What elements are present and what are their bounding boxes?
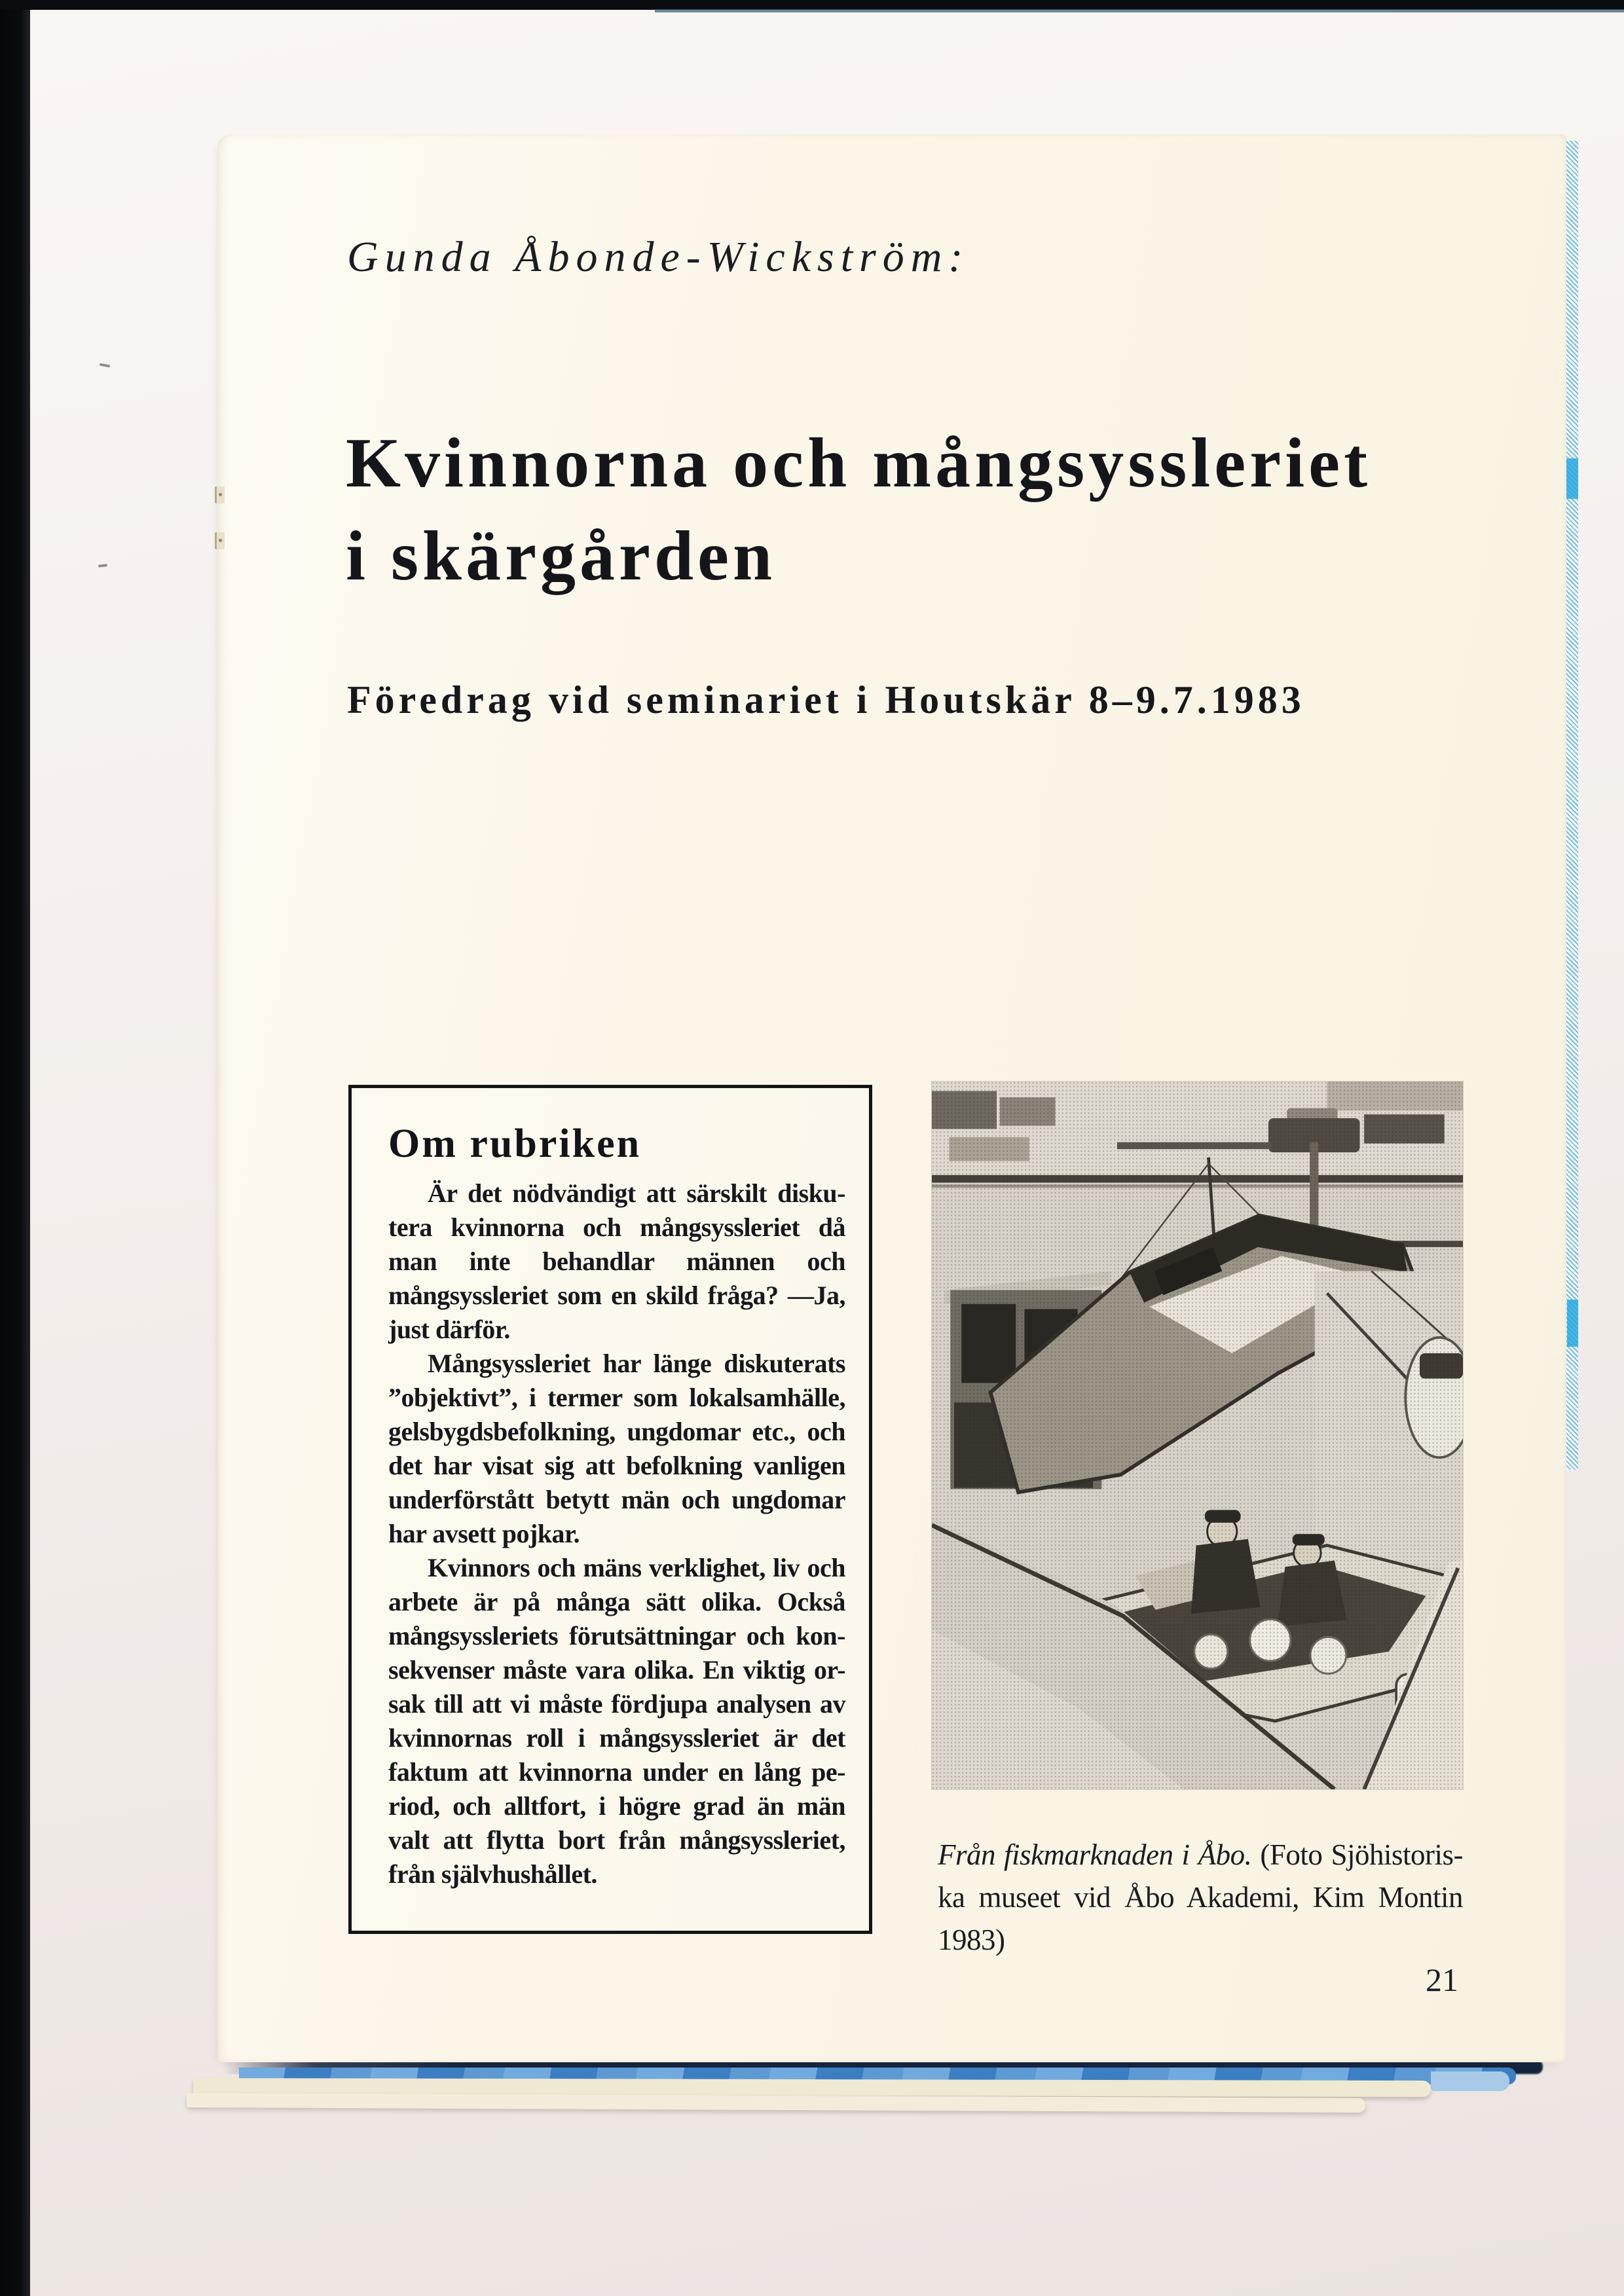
info-box-body	[388, 1176, 845, 1891]
box-text-line: arbete är på många sätt olika. Också	[388, 1587, 845, 1616]
box-text-line: man inte behandlar männen och	[388, 1247, 845, 1276]
box-text-line: mångsyssleriets förutsättningar och kon-	[388, 1621, 845, 1650]
dust-speck	[98, 564, 107, 568]
staple-mark	[215, 486, 225, 503]
box-text-line: underförstått betytt män och ungdomar	[388, 1485, 845, 1514]
box-text-line: riod, och alltfort, i högre grad än män	[388, 1791, 845, 1821]
article-subtitle: Föredrag vid seminariet i Houtskär 8–9.7.1983	[347, 678, 1305, 721]
article-title-line-1: Kvinnorna och mångsyssleriet	[346, 424, 1372, 502]
article-title	[346, 417, 1371, 603]
cover-edge-blue-mark	[1567, 1300, 1578, 1347]
box-text-line: kvinnornas roll i mångsyssleriet är det	[388, 1723, 845, 1753]
caption-line-1-rest: (Foto Sjöhistoris-	[1260, 1838, 1464, 1871]
photo-caption	[938, 1834, 1463, 1961]
caption-line-1	[938, 1834, 1463, 1876]
page-number: 21	[1426, 1961, 1458, 1998]
staple-mark	[215, 532, 225, 549]
author-line: Gunda Åbonde-Wickström:	[347, 233, 970, 281]
scanner-edge-top-tint	[655, 9, 1624, 12]
box-text-line: har avsett pojkar.	[388, 1519, 580, 1548]
caption-italic-lead: Från fiskmarknaden i Åbo.	[938, 1838, 1252, 1871]
box-text-line: just därför.	[388, 1315, 510, 1344]
harbor-photo-graphic	[932, 1082, 1463, 1789]
box-text-line: från självhushållet.	[388, 1859, 597, 1889]
cover-edge-blue-mark	[1566, 458, 1578, 499]
box-text-line: gelsbygdsbefolkning, ungdomar etc., och	[388, 1417, 845, 1446]
cover-blue-bottom-tab	[1431, 2071, 1509, 2091]
dust-speck	[100, 363, 110, 368]
box-text-line: tera kvinnorna och mångsyssleriet då	[388, 1212, 845, 1242]
info-box-heading: Om rubriken	[388, 1121, 642, 1166]
box-text-line: Mångsyssleriet har länge diskuterats	[428, 1349, 845, 1378]
harbor-photo	[932, 1082, 1463, 1789]
box-text-line: valt att flytta bort från mångsyssleriet,	[388, 1825, 845, 1855]
article-title-line-2: i skärgården	[346, 517, 777, 595]
box-text-line: faktum att kvinnorna under en lång pe-	[388, 1757, 845, 1787]
booklet-page	[217, 134, 1566, 2062]
box-text-line: mångsyssleriet som en skild fråga? —Ja,	[388, 1281, 845, 1310]
box-text-line: ”objektivt”, i termer som lokalsamhälle,	[388, 1383, 845, 1412]
scanner-edge-top	[0, 0, 1624, 10]
box-text-line: sekvenser måste vara olika. En viktig or-	[388, 1655, 845, 1685]
scanner-edge-left	[0, 0, 30, 2296]
caption-line-2: ka museet vid Åbo Akademi, Kim Montin	[938, 1881, 1463, 1914]
caption-line-3: 1983)	[938, 1923, 1005, 1956]
box-text-line: sak till att vi måste fördjupa analysen av	[388, 1689, 845, 1719]
box-text-line: det har visat sig att befolkning vanligen	[388, 1451, 845, 1480]
cover-edge-blue-right	[1565, 141, 1578, 1470]
box-text-line: Kvinnors och mäns verklighet, liv och	[428, 1553, 845, 1582]
info-box	[348, 1085, 872, 1934]
box-text-line: Är det nödvändigt att särskilt disku-	[428, 1178, 845, 1208]
